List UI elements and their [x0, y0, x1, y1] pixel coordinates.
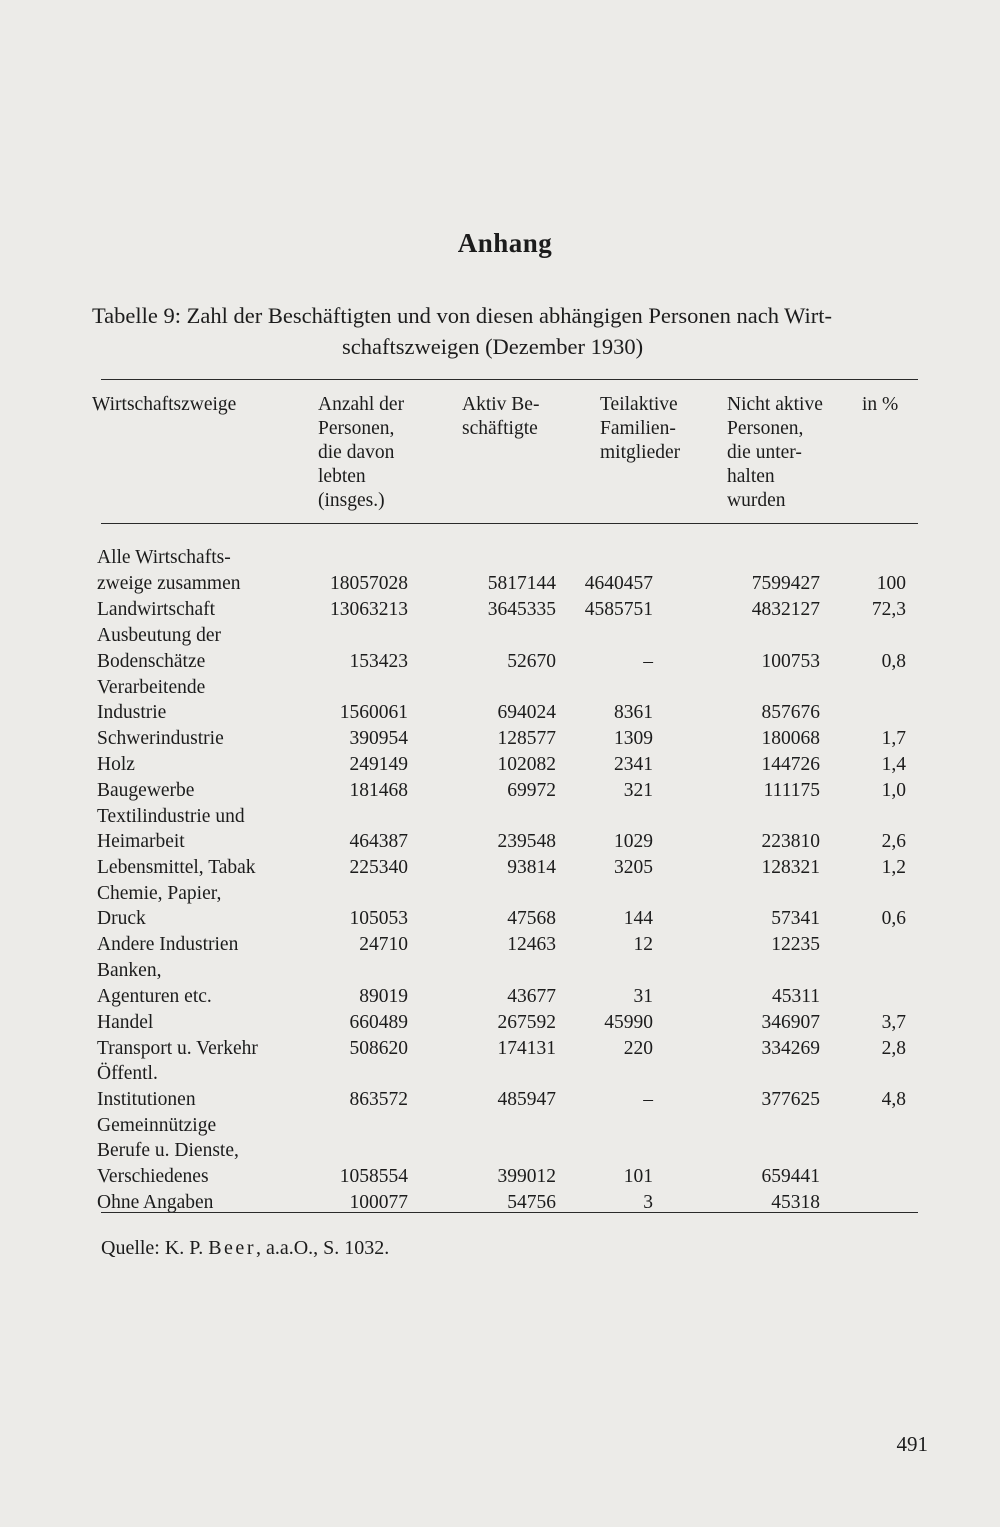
cell-active: 52670	[507, 651, 556, 672]
cell-active: 174131	[497, 1038, 556, 1059]
row-label: Schwerindustrie	[97, 728, 224, 749]
header-pct: in %	[862, 394, 899, 415]
table-row	[0, 984, 1000, 1010]
cell-persons: 100077	[349, 1192, 408, 1213]
table-row	[0, 1113, 1000, 1139]
table-row	[0, 675, 1000, 701]
cell-partial: 45990	[604, 1012, 653, 1033]
cell-nonactive: 346907	[761, 1012, 820, 1033]
cell-pct: 1,0	[881, 780, 906, 801]
cell-nonactive: 45318	[771, 1192, 820, 1213]
table-row	[0, 1164, 1000, 1190]
row-label: Baugewerbe	[97, 780, 195, 801]
cell-active: 399012	[497, 1166, 556, 1187]
cell-active: 694024	[497, 702, 556, 723]
cell-nonactive: 223810	[761, 831, 820, 852]
cell-persons: 464387	[349, 831, 408, 852]
cell-active: 485947	[497, 1089, 556, 1110]
table-row	[0, 1138, 1000, 1164]
row-label: Ohne Angaben	[97, 1192, 214, 1213]
cell-partial: 220	[623, 1038, 653, 1059]
row-label: Gemeinnützige	[97, 1115, 217, 1136]
row-label: Ausbeutung der	[97, 625, 222, 646]
cell-partial: 4585751	[584, 599, 653, 620]
table-row	[0, 932, 1000, 958]
cell-persons: 89019	[359, 986, 408, 1007]
row-label: Andere Industrien	[97, 934, 239, 955]
row-label: Textilindustrie und	[97, 806, 245, 827]
cell-active: 3645335	[487, 599, 556, 620]
cell-nonactive: 180068	[761, 728, 820, 749]
row-label: Druck	[97, 908, 146, 929]
cell-active: 267592	[497, 1012, 556, 1033]
row-label: Handel	[97, 1012, 154, 1033]
header-persons: Anzahl der Personen, die davon lebten (insges.)	[318, 394, 405, 511]
cell-active: 5817144	[487, 573, 556, 594]
cell-persons: 508620	[349, 1038, 408, 1059]
row-label: Heimarbeit	[97, 831, 185, 852]
row-label: Chemie, Papier,	[97, 883, 222, 904]
row-label: Verschiedenes	[97, 1166, 209, 1187]
cell-active: 239548	[497, 831, 556, 852]
cell-nonactive: 144726	[761, 754, 820, 775]
cell-partial: 2341	[614, 754, 653, 775]
cell-persons: 13063213	[330, 599, 408, 620]
table-row	[0, 1061, 1000, 1087]
cell-pct: 2,8	[881, 1038, 906, 1059]
cell-active: 69972	[507, 780, 556, 801]
cell-persons: 153423	[349, 651, 408, 672]
row-label: Agenturen etc.	[97, 986, 212, 1007]
cell-nonactive: 659441	[761, 1166, 820, 1187]
cell-partial: 1029	[614, 831, 653, 852]
row-label: Banken,	[97, 960, 162, 981]
cell-partial: 31	[633, 986, 653, 1007]
cell-persons: 249149	[349, 754, 408, 775]
row-label: Institutionen	[97, 1089, 196, 1110]
cell-partial: 12	[633, 934, 653, 955]
page-heading: Anhang	[457, 228, 553, 258]
row-label: Holz	[97, 754, 135, 775]
cell-persons: 390954	[349, 728, 408, 749]
cell-partial: 3	[643, 1192, 653, 1213]
header-nonactive: Nicht aktive Personen, die unter- halten wurden	[727, 394, 823, 511]
cell-nonactive: 128321	[761, 857, 820, 878]
row-label: Lebensmittel, Tabak	[97, 857, 256, 878]
table-row	[0, 1036, 1000, 1062]
cell-pct: 1,2	[881, 857, 906, 878]
table-bottom-rule	[101, 1212, 918, 1213]
row-label: Berufe u. Dienste,	[97, 1140, 239, 1161]
table-row	[0, 571, 1000, 597]
row-label: Alle Wirtschafts-	[97, 547, 231, 568]
cell-nonactive: 334269	[761, 1038, 820, 1059]
cell-nonactive: 111175	[763, 780, 820, 801]
header-partial: Teilaktive Familien- mitglieder	[600, 394, 681, 463]
cell-pct: 3,7	[881, 1012, 906, 1033]
row-label: Industrie	[97, 702, 167, 723]
row-label: Verarbeitende	[97, 677, 206, 698]
table-row	[0, 623, 1000, 649]
cell-nonactive: 45311	[771, 986, 820, 1007]
row-label: Transport u. Verkehr	[97, 1038, 258, 1059]
table-row	[0, 829, 1000, 855]
table-row	[0, 1010, 1000, 1036]
cell-partial: 3205	[614, 857, 653, 878]
cell-partial: 8361	[614, 702, 653, 723]
table-row	[0, 855, 1000, 881]
table-row	[0, 906, 1000, 932]
row-label: zweige zusammen	[97, 573, 241, 594]
cell-persons: 660489	[349, 1012, 408, 1033]
table-row	[0, 804, 1000, 830]
caption-line-1: Tabelle 9: Zahl der Beschäftigten und von diesen abhängigen Personen nach Wirt-	[92, 303, 832, 328]
table-caption	[92, 300, 918, 362]
cell-partial: 1309	[614, 728, 653, 749]
cell-partial: 4640457	[584, 573, 653, 594]
cell-persons: 105053	[349, 908, 408, 929]
cell-partial: 101	[623, 1166, 653, 1187]
table-row	[0, 700, 1000, 726]
cell-partial: 144	[623, 908, 653, 929]
cell-persons: 225340	[349, 857, 408, 878]
cell-active: 93814	[507, 857, 556, 878]
cell-active: 54756	[507, 1192, 556, 1213]
cell-pct: 72,3	[871, 599, 906, 620]
cell-persons: 181468	[349, 780, 408, 801]
table-row	[0, 649, 1000, 675]
table-row	[0, 597, 1000, 623]
header-branch: Wirtschaftszweige	[92, 394, 237, 415]
row-label: Landwirtschaft	[97, 599, 216, 620]
cell-active: 43677	[507, 986, 556, 1007]
cell-nonactive: 12235	[771, 934, 820, 955]
cell-partial: –	[643, 651, 653, 672]
cell-nonactive: 100753	[761, 651, 820, 672]
cell-pct: 4,8	[881, 1089, 906, 1110]
row-label: Öffentl.	[97, 1063, 158, 1084]
cell-nonactive: 4832127	[751, 599, 820, 620]
cell-active: 102082	[497, 754, 556, 775]
table-row	[0, 778, 1000, 804]
table-row	[0, 881, 1000, 907]
cell-pct: 0,8	[881, 651, 906, 672]
table-top-rule	[101, 379, 918, 380]
cell-pct: 1,7	[881, 728, 906, 749]
cell-partial: –	[643, 1089, 653, 1110]
table-row	[0, 752, 1000, 778]
page-number: 491	[896, 1432, 928, 1456]
table-row	[0, 545, 1000, 571]
cell-active: 128577	[497, 728, 556, 749]
cell-active: 47568	[507, 908, 556, 929]
table-source: Quelle: K. P. Beer, a.a.O., S. 1032.	[101, 1237, 390, 1259]
caption-line-2: schaftszweigen (Dezember 1930)	[342, 334, 644, 359]
cell-persons: 1058554	[339, 1166, 408, 1187]
cell-persons: 24710	[359, 934, 408, 955]
cell-nonactive: 377625	[761, 1089, 820, 1110]
cell-pct: 100	[876, 573, 906, 594]
cell-persons: 1560061	[339, 702, 408, 723]
header-active: Aktiv Be- schäftigte	[462, 394, 540, 439]
cell-persons: 18057028	[330, 573, 408, 594]
cell-persons: 863572	[349, 1089, 408, 1110]
table-row	[0, 958, 1000, 984]
cell-nonactive: 7599427	[751, 573, 820, 594]
table-header-rule	[101, 523, 918, 524]
cell-pct: 1,4	[881, 754, 906, 775]
cell-pct: 0,6	[881, 908, 906, 929]
table-row	[0, 726, 1000, 752]
row-label: Bodenschätze	[97, 651, 206, 672]
table-row	[0, 1087, 1000, 1113]
cell-pct: 2,6	[881, 831, 906, 852]
cell-partial: 321	[623, 780, 653, 801]
cell-active: 12463	[507, 934, 556, 955]
cell-nonactive: 857676	[761, 702, 820, 723]
cell-nonactive: 57341	[771, 908, 820, 929]
